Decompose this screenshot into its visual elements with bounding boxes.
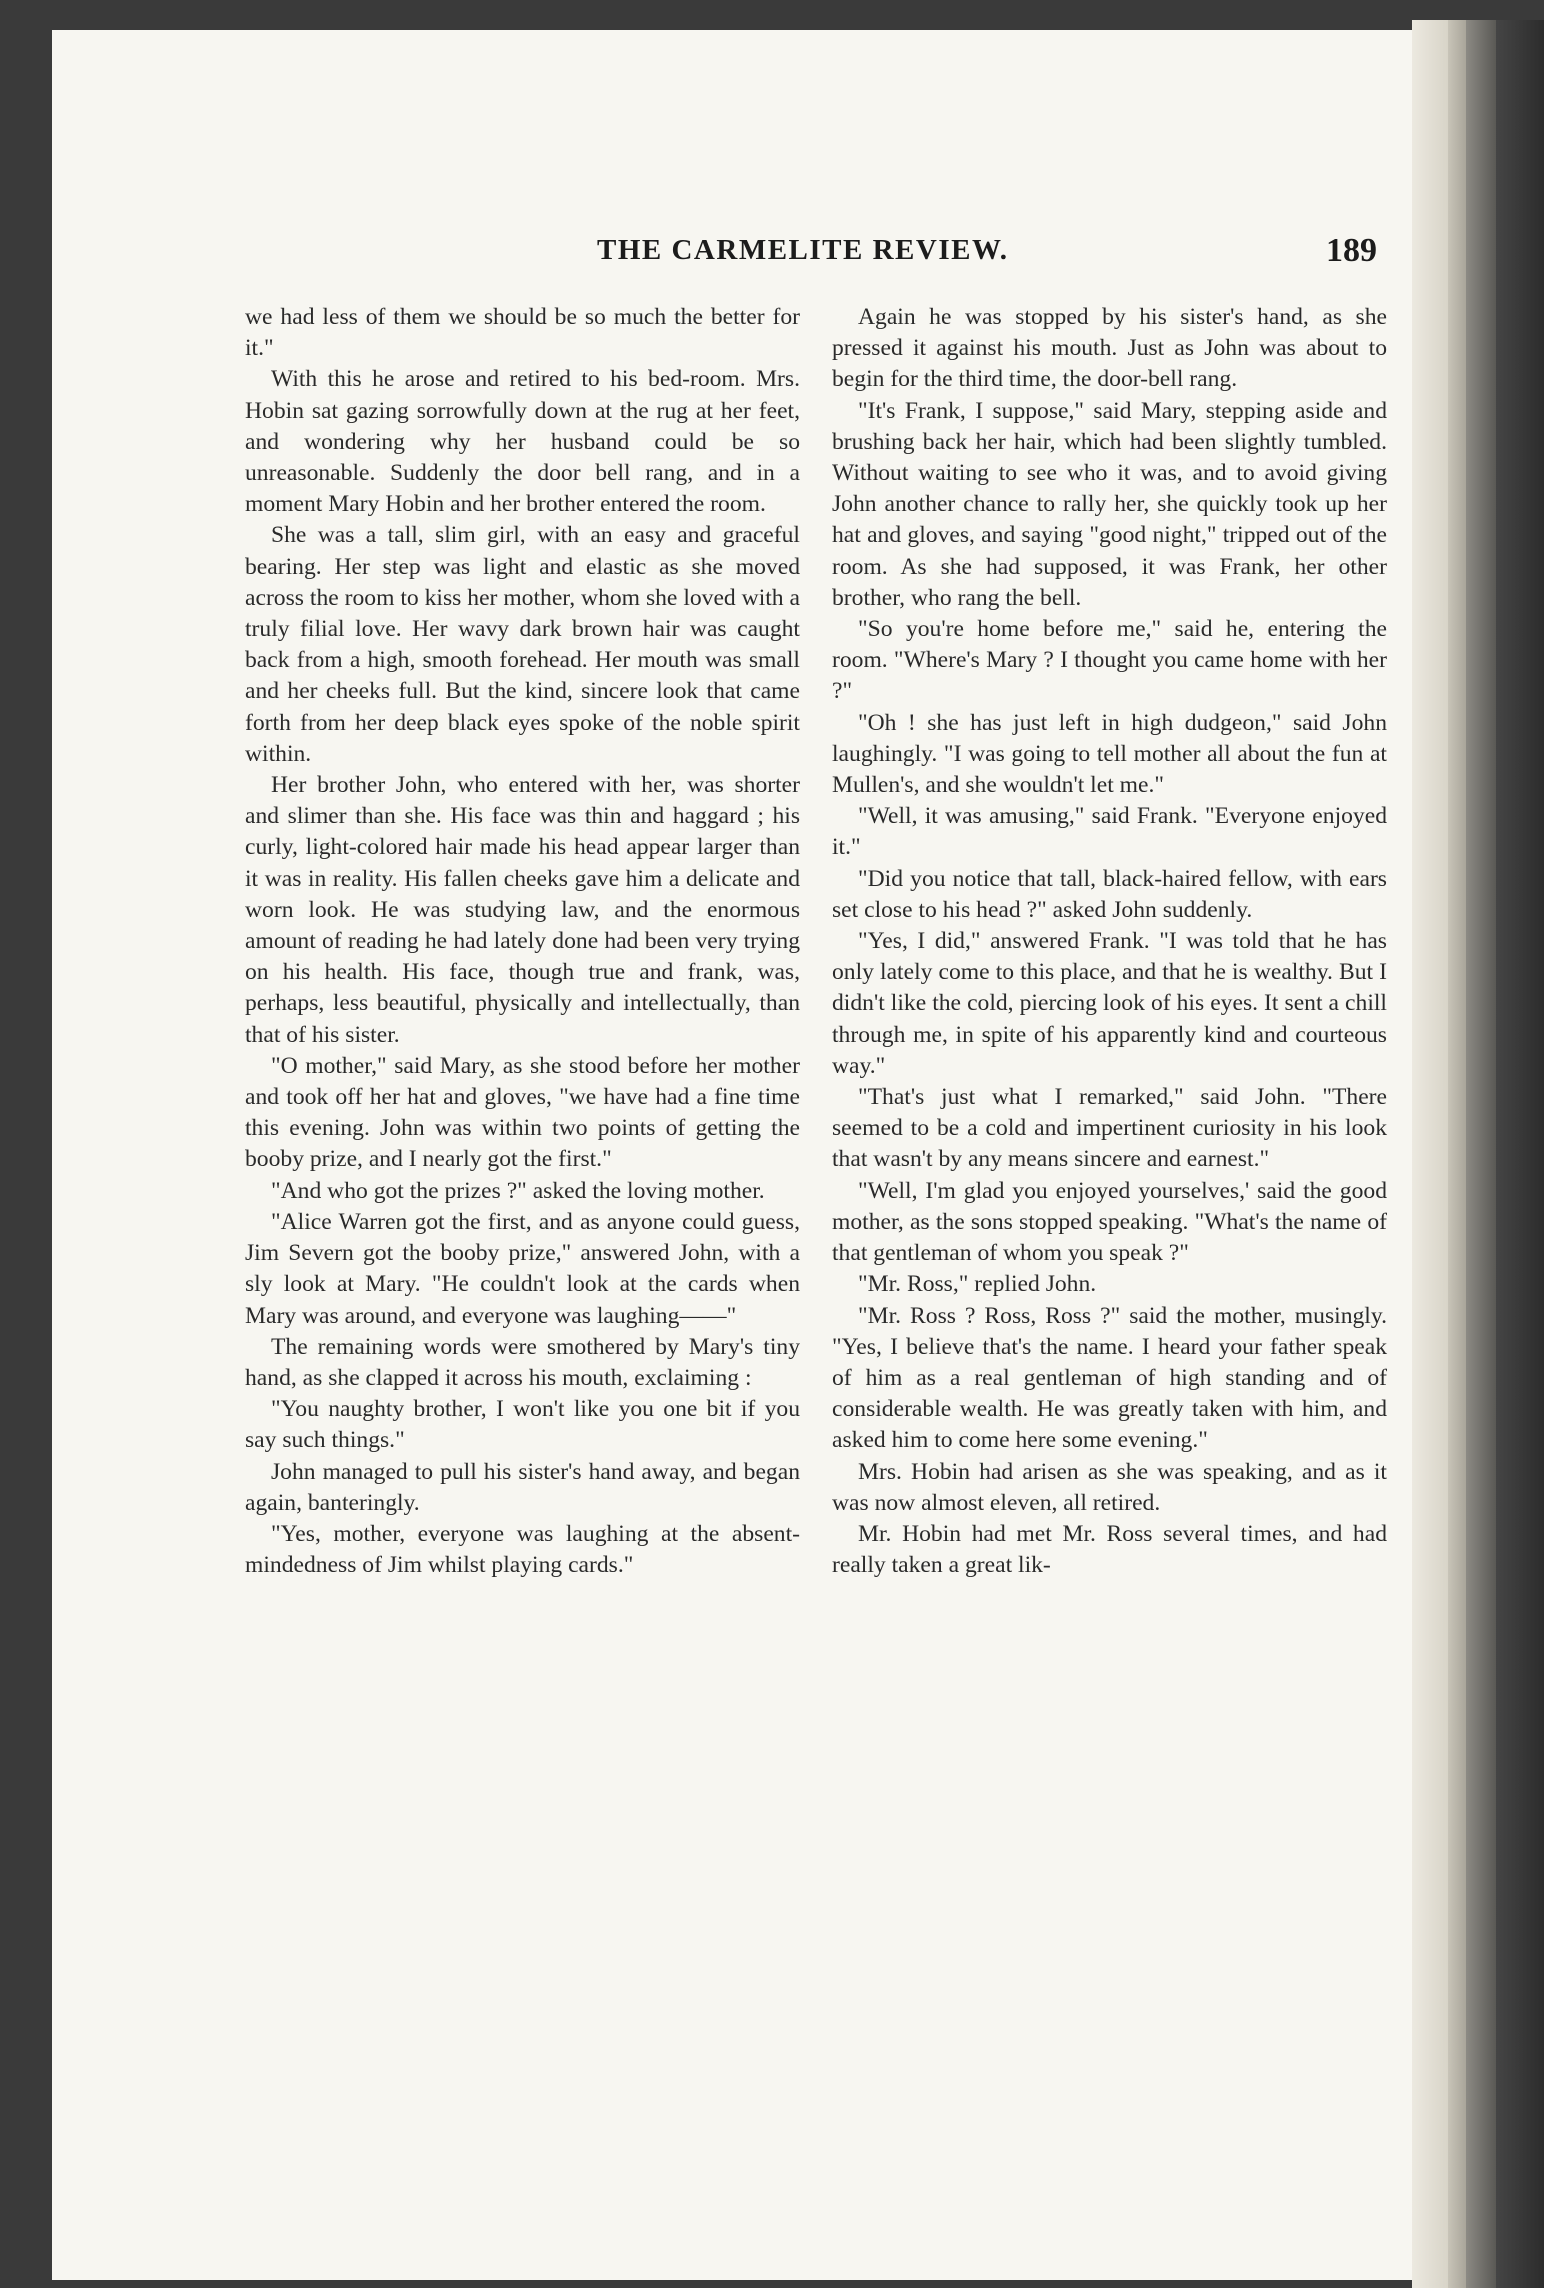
book-cover-edge bbox=[1496, 20, 1544, 2288]
paragraph: She was a tall, slim girl, with an easy and graceful bearing. Her step was light and elastic as she moved across the room to kiss her mother, whom she loved with a truly filial love. Her wavy dark brown hair was caught back from a high, smooth forehead. Her mouth was small and her cheeks full. But the kind, sincere look that came forth from her deep black eyes spoke of the noble spirit within. bbox=[245, 522, 800, 767]
paragraph: "Well, I'm glad you enjoyed yourselves,' said the good mother, as the sons stopped speaking. "What's the name of that gentleman of whom you speak ?" bbox=[832, 1177, 1387, 1267]
book-page bbox=[52, 30, 1412, 2280]
paragraph: "O mother," said Mary, as she stood before her mother and took off her hat and gloves, "we have had a fine time this evening. John was within two points of getting the booby prize, and I nearly got the first." bbox=[245, 1052, 800, 1173]
paragraph: "Oh ! she has just left in high dudgeon," said John laughingly. "I was going to tell mother all about the fun at Mullen's, and she wouldn't let me." bbox=[832, 709, 1387, 799]
right-column bbox=[832, 302, 1387, 1581]
paragraph: "You naughty brother, I won't like you one bit if you say such things." bbox=[245, 1396, 800, 1454]
paragraph: With this he arose and retired to his bed-room. Mrs. Hobin sat gazing sorrowfully down at the rug at her feet, and wondering why her husband could be so unreasonable. Suddenly the door bell rang, and in a moment Mary Hobin and her brother entered the room. bbox=[245, 366, 800, 518]
paragraph: "Yes, I did," answered Frank. "I was told that he has only lately come to this place, and that he is wealthy. But I didn't like the cold, piercing look of his eyes. It sent a chill through me, in spite of his apparently kind and courteous way." bbox=[832, 928, 1387, 1079]
paragraph: "And who got the prizes ?" asked the loving mother. bbox=[271, 1177, 765, 1204]
paragraph: "Yes, mother, everyone was laughing at the absent-mindedness of Jim whilst playing cards." bbox=[245, 1520, 800, 1579]
page-edge bbox=[1466, 20, 1496, 2288]
running-title: THE CARMELITE REVIEW. bbox=[597, 234, 1009, 266]
page-header bbox=[597, 234, 1377, 274]
paragraph: "So you're home before me," said he, entering the room. "Where's Mary ? I thought you came home with her ?" bbox=[832, 616, 1387, 705]
paragraph: "It's Frank, I suppose," said Mary, stepping aside and brushing back her hair, which had been slightly tumbled. Without waiting to see who it was, and to avoid giving John another chance to rally her, she quickly took up her hat and gloves, and saying "good night," tripped out of the room. As she had supposed, it was Frank, her other brother, who rang the bell. bbox=[832, 397, 1387, 611]
paragraph: "Alice Warren got the first, and as anyone could guess, Jim Severn got the booby prize," answered John, with a sly look at Mary. "He couldn't look at the cards when Mary was around, and everyone was laughing——" bbox=[245, 1208, 800, 1329]
paragraph: "That's just what I remarked," said John. "There seemed to be a cold and impertinent curiosity in his look that wasn't by any means sincere and earnest." bbox=[832, 1084, 1387, 1173]
left-column bbox=[245, 302, 800, 1581]
page-edge bbox=[1412, 20, 1448, 2288]
paragraph: John managed to pull his sister's hand away, and began again, banteringly. bbox=[245, 1458, 800, 1516]
paragraph: Mrs. Hobin had arisen as she was speaking, and as it was now almost eleven, all retired. bbox=[832, 1458, 1387, 1516]
paragraph: "Mr. Ross," replied John. bbox=[858, 1271, 1097, 1298]
paragraph: The remaining words were smothered by Mary's tiny hand, as she clapped it across his mouth, exclaiming : bbox=[245, 1333, 800, 1391]
page-edge bbox=[1448, 20, 1466, 2288]
paragraph: "Well, it was amusing," said Frank. "Everyone enjoyed it." bbox=[832, 803, 1387, 861]
paragraph: we had less of them we should be so much the better for it." bbox=[245, 304, 800, 362]
paragraph: Mr. Hobin had met Mr. Ross several times, and had really taken a great lik- bbox=[832, 1520, 1387, 1579]
paragraph: "Mr. Ross ? Ross, Ross ?" said the mother, musingly. "Yes, I believe that's the name. I heard your father speak of him as a real gentleman of high standing and of considerable wealth. He was greatly taken with him, and asked him to come here some evening." bbox=[832, 1302, 1387, 1454]
page-number: 189 bbox=[1326, 232, 1377, 269]
paragraph: Her brother John, who entered with her, was shorter and slimer than she. His face was thin and haggard ; his curly, light-colored hair made his head appear larger than it was in reality. His fallen cheeks gave him a delicate and worn look. He was studying law, and the enormous amount of reading he had lately done had been very trying on his health. His face, though true and frank, was, perhaps, less beautiful, physically and intellectually, than that of his sister. bbox=[245, 772, 800, 1048]
paragraph: Again he was stopped by his sister's hand, as she pressed it against his mouth. Just as John was about to begin for the third time, the door-bell rang. bbox=[832, 304, 1387, 393]
paragraph: "Did you notice that tall, black-haired fellow, with ears set close to his head ?" asked John suddenly. bbox=[832, 865, 1387, 923]
